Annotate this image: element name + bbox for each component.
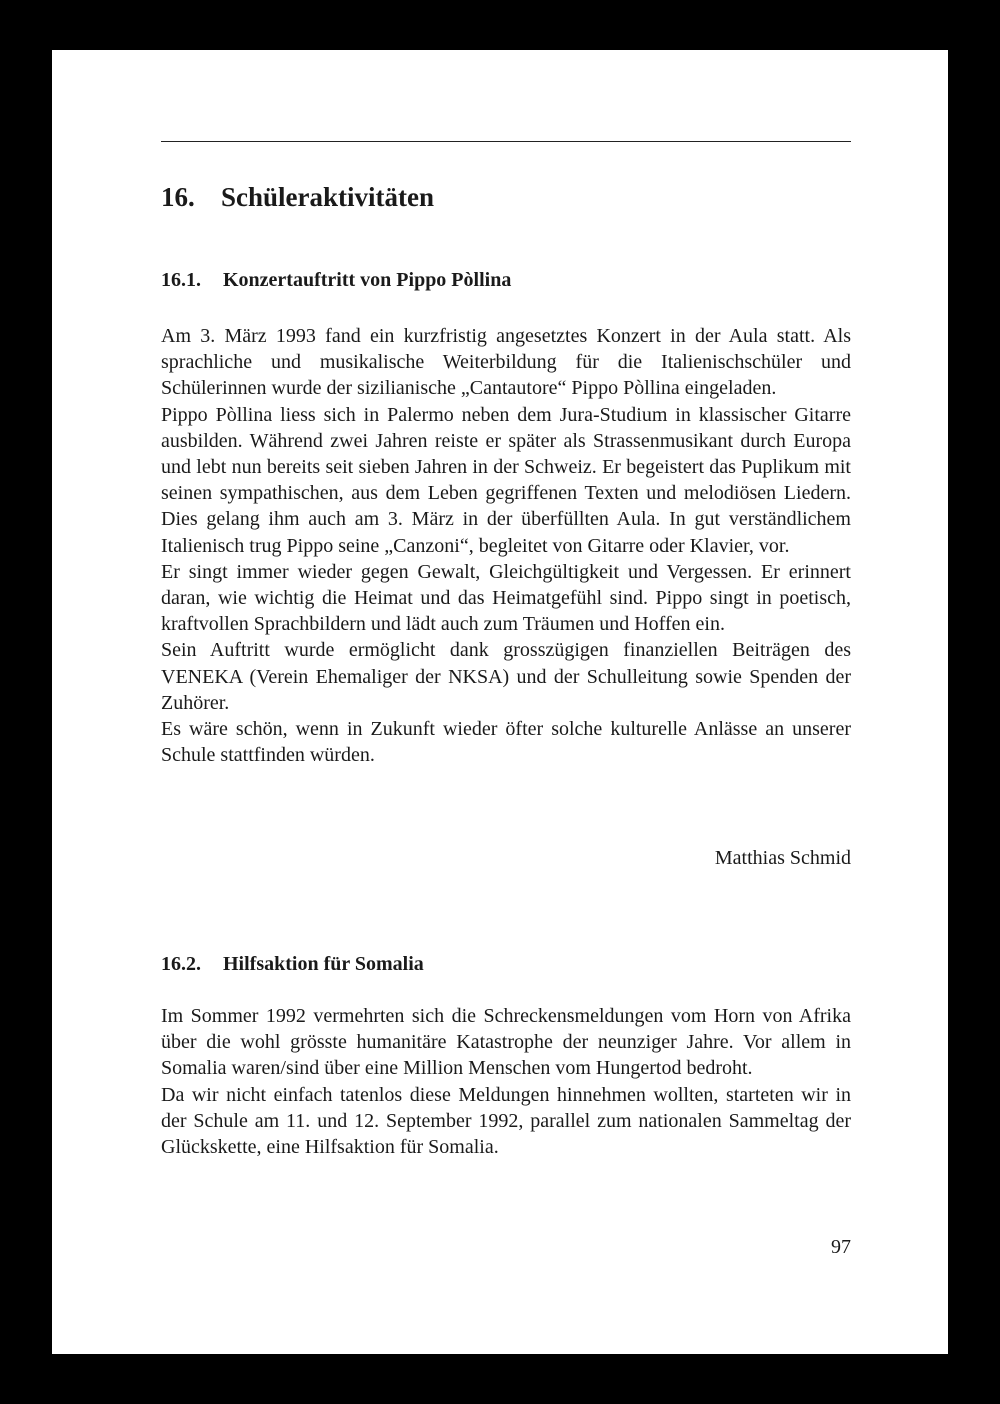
paragraph: Im Sommer 1992 vermehrten sich die Schreckensmeldungen vom Horn von Afrika über die wohl grösste humanitäre Katastrophe der neunziger Jahre. Vor allem in Somalia waren/sind über eine Million Menschen vom Hungertod bedroht. <box>161 1005 851 1080</box>
paragraph: Da wir nicht einfach tatenlos diese Meldungen hinnehmen wollten, starteten wir in der Schule am 11. und 12. September 1992, parallel zum nationalen Sammeltag der Glückskette, eine Hilfsaktion für Somalia. <box>161 1083 851 1159</box>
chapter-number: 16. <box>161 182 195 212</box>
section-number: 16.1. <box>161 269 201 291</box>
section-title: Konzertauftritt von Pippo Pòllina <box>223 269 512 291</box>
paragraph: Er singt immer wieder gegen Gewalt, Gleichgültigkeit und Vergessen. Er erinnert daran, wie wichtig die Heimat und das Heimatgefühl sind. Pippo singt in poetisch, kraftvollen Sprachbildern und lädt auch zum Träumen und Hoffen ein. <box>161 560 851 636</box>
section-heading-konzert <box>161 269 511 292</box>
author-signature: Matthias Schmid <box>714 847 851 869</box>
paragraph: Pippo Pòllina liess sich in Palermo neben dem Jura-Studium in klassischer Gitarre ausbilden. Während zwei Jahren reiste er später als Strassenmusikant durch Europa und lebt nun bereits seit sieben Jahren in der Schweiz. Er begeistert das Puplikum mit seinen sympathischen, aus dem Leben gegriffenen Texten und melodiösen Liedern. Dies gelang ihm auch am 3. März in der überfüllten Aula. In gut verständlichem Italienisch trug Pippo seine „Canzoni“, begleitet von Gitarre oder Klavier, vor. <box>161 403 851 557</box>
paragraph: Sein Auftritt wurde ermöglicht dank grosszügigen finanziellen Beiträgen des VENEKA (Verein Ehemaliger der NKSA) und der Schulleitung sowie Spenden der Zuhörer. <box>161 639 851 714</box>
section-heading-somalia <box>161 953 424 976</box>
section-number: 16.2. <box>161 953 201 975</box>
header-rule <box>161 141 851 142</box>
chapter-heading <box>161 182 434 213</box>
section-body-konzert <box>161 323 851 768</box>
page-number: 97 <box>831 1236 851 1258</box>
paragraph: Es wäre schön, wenn in Zukunft wieder öfter solche kulturelle Anlässe an unserer Schule stattfinden würden. <box>161 718 851 767</box>
document-page <box>52 50 948 1354</box>
section-body-somalia <box>161 1003 851 1160</box>
paragraph: Am 3. März 1993 fand ein kurzfristig angesetztes Konzert in der Aula statt. Als sprachliche und musikalische Weiterbildung für die Italienischschüler und Schülerinnen wurde der sizilianische „Cantautore“ Pippo Pòllina eingeladen. <box>161 325 851 400</box>
section-title: Hilfsaktion für Somalia <box>223 953 424 975</box>
chapter-title: Schüleraktivitäten <box>221 182 434 212</box>
